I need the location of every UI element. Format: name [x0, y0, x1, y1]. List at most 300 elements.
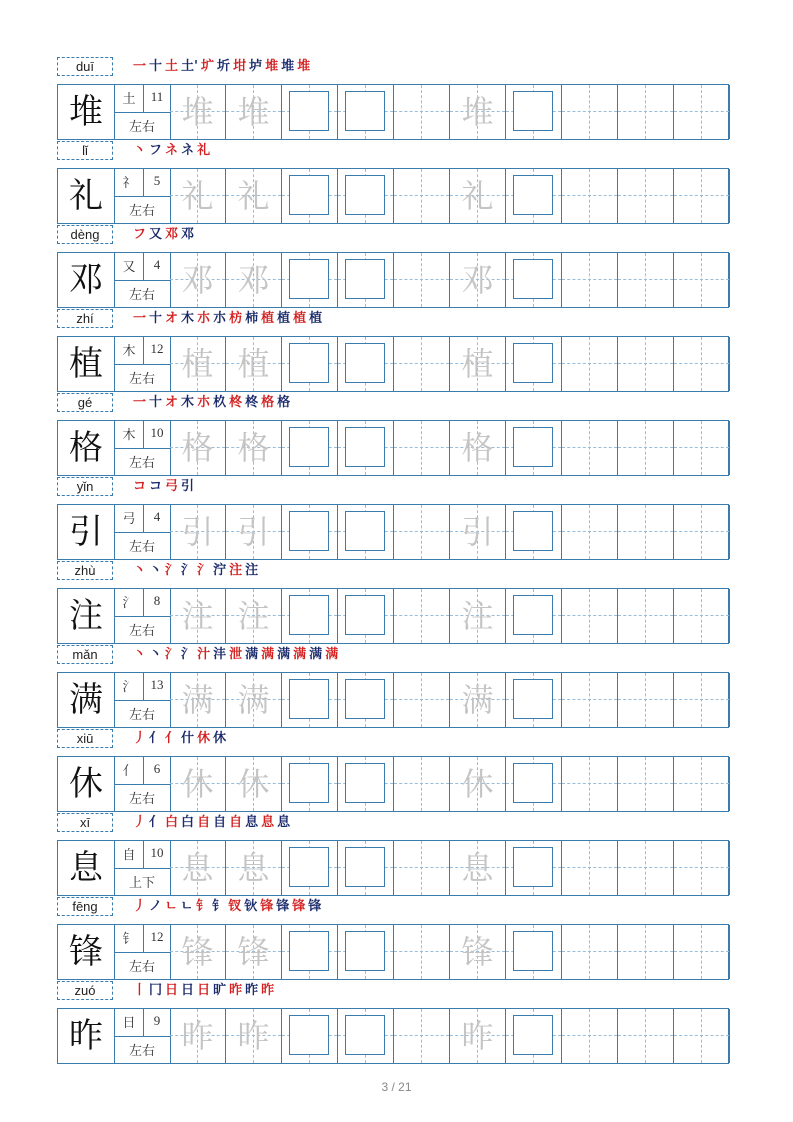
practice-cell[interactable]	[674, 757, 730, 811]
box-cell[interactable]	[506, 337, 562, 391]
box-cell[interactable]	[506, 505, 562, 559]
stroke-step: 锋	[260, 899, 274, 914]
box-cell[interactable]	[338, 841, 394, 895]
practice-cell[interactable]	[562, 1009, 618, 1063]
model-character: 息	[58, 841, 115, 895]
radical: 土	[122, 92, 136, 107]
practice-cell[interactable]	[394, 505, 450, 559]
write-box[interactable]	[513, 763, 553, 803]
trace-cell	[450, 841, 506, 895]
box-cell[interactable]	[338, 1009, 394, 1063]
practice-cell[interactable]	[674, 337, 730, 391]
box-cell[interactable]	[282, 337, 338, 391]
stroke-step: 丿	[133, 899, 147, 914]
trace-character: 植	[181, 345, 214, 383]
box-cell[interactable]	[506, 925, 562, 979]
practice-cell[interactable]	[562, 841, 618, 895]
stroke-step: 氵	[197, 563, 211, 578]
practice-cell[interactable]	[562, 253, 618, 307]
structure-label: 左右	[128, 624, 155, 639]
practice-cell[interactable]	[394, 757, 450, 811]
stroke-step: 坩	[233, 59, 247, 74]
character-block	[57, 981, 729, 1065]
model-character: 满	[58, 673, 115, 727]
stroke-step: 柊	[245, 395, 259, 410]
stroke-step: 丶	[133, 143, 147, 158]
box-cell[interactable]	[338, 505, 394, 559]
character-block	[57, 225, 729, 309]
practice-row	[57, 504, 729, 560]
character-block	[57, 645, 729, 729]
write-box[interactable]	[513, 427, 553, 467]
stroke-order-sequence	[133, 982, 274, 1000]
trace-character: 息	[461, 849, 494, 887]
trace-character: 格	[461, 429, 494, 467]
practice-row	[57, 672, 729, 728]
stroke-step: 氵	[181, 647, 195, 662]
stroke-step: 日	[165, 983, 179, 998]
write-box[interactable]	[513, 91, 553, 131]
character-info	[114, 421, 171, 475]
practice-cell[interactable]	[618, 757, 674, 811]
box-cell[interactable]	[338, 85, 394, 139]
trace-cell	[170, 421, 226, 475]
practice-cell[interactable]	[562, 589, 618, 643]
trace-cell	[450, 505, 506, 559]
trace-cell	[226, 253, 282, 307]
practice-cell[interactable]	[674, 253, 730, 307]
write-box[interactable]	[345, 679, 385, 719]
trace-cell	[450, 421, 506, 475]
write-box[interactable]	[345, 1015, 385, 1055]
write-box[interactable]	[513, 847, 553, 887]
practice-cell[interactable]	[674, 1009, 730, 1063]
stroke-step: 息	[245, 815, 259, 830]
practice-cell[interactable]	[562, 925, 618, 979]
trace-cell	[226, 589, 282, 643]
trace-character: 邓	[461, 261, 494, 299]
practice-cell[interactable]	[674, 925, 730, 979]
stroke-step: 堆	[265, 59, 279, 74]
trace-cell	[226, 169, 282, 223]
stroke-step: 邓	[165, 227, 179, 242]
stroke-step: 冂	[149, 983, 163, 998]
box-cell[interactable]	[282, 253, 338, 307]
radical: 礻	[122, 176, 136, 191]
box-cell[interactable]	[506, 421, 562, 475]
stroke-step: 十	[149, 311, 163, 326]
trace-character: 满	[461, 681, 494, 719]
write-box[interactable]	[345, 175, 385, 215]
trace-cell	[450, 253, 506, 307]
box-cell[interactable]	[506, 85, 562, 139]
trace-character: 礼	[461, 177, 494, 215]
stroke-order-sequence	[133, 394, 290, 412]
radical: 日	[122, 1016, 136, 1031]
box-cell[interactable]	[338, 925, 394, 979]
character-info	[114, 85, 171, 139]
write-box[interactable]	[289, 763, 329, 803]
stroke-step: 白	[181, 815, 195, 830]
stroke-order-sequence	[133, 142, 210, 160]
write-box[interactable]	[345, 343, 385, 383]
stroke-step: オ	[165, 395, 179, 410]
practice-cell[interactable]	[618, 589, 674, 643]
box-cell[interactable]	[338, 169, 394, 223]
stroke-step: ネ	[165, 143, 179, 158]
trace-character: 引	[237, 513, 270, 551]
trace-cell	[450, 337, 506, 391]
practice-cell[interactable]	[562, 85, 618, 139]
pinyin-label: zhù	[57, 561, 113, 580]
radical: 又	[122, 260, 136, 275]
write-box[interactable]	[513, 175, 553, 215]
box-cell[interactable]	[282, 589, 338, 643]
practice-cell[interactable]	[394, 421, 450, 475]
practice-cell[interactable]	[674, 841, 730, 895]
model-character: 昨	[58, 1009, 115, 1063]
practice-cell[interactable]	[562, 337, 618, 391]
structure-label: 左右	[128, 540, 155, 555]
pinyin-label: lǐ	[57, 141, 113, 160]
stroke-step: 一	[133, 59, 147, 74]
practice-row	[57, 1008, 729, 1064]
practice-row	[57, 756, 729, 812]
box-cell[interactable]	[506, 169, 562, 223]
pinyin-label: mǎn	[57, 645, 113, 664]
write-box[interactable]	[289, 175, 329, 215]
write-box[interactable]	[345, 595, 385, 635]
write-box[interactable]	[289, 427, 329, 467]
stroke-step: 沣	[213, 647, 227, 662]
write-box[interactable]	[513, 259, 553, 299]
practice-cell[interactable]	[674, 589, 730, 643]
stroke-count: 12	[150, 929, 164, 944]
trace-cell	[170, 841, 226, 895]
practice-cell[interactable]	[562, 421, 618, 475]
stroke-step: 杦	[213, 395, 227, 410]
practice-cell[interactable]	[394, 1009, 450, 1063]
stroke-step: 丶	[133, 647, 147, 662]
trace-character: 堆	[237, 93, 270, 131]
write-box[interactable]	[289, 931, 329, 971]
box-cell[interactable]	[506, 757, 562, 811]
pinyin-label: yǐn	[57, 477, 113, 496]
box-cell[interactable]	[282, 421, 338, 475]
pinyin-label: xī	[57, 813, 113, 832]
practice-cell[interactable]	[618, 841, 674, 895]
stroke-step: 昨	[229, 983, 243, 998]
stroke-step: 汁	[197, 647, 211, 662]
box-cell[interactable]	[338, 589, 394, 643]
box-cell[interactable]	[282, 1009, 338, 1063]
stroke-step: 满	[325, 647, 339, 662]
stroke-step: 泞	[213, 563, 227, 578]
stroke-step: ㄴ	[165, 899, 178, 914]
stroke-count: 12	[150, 341, 164, 356]
box-cell[interactable]	[282, 85, 338, 139]
stroke-step: 圹	[201, 59, 215, 74]
stroke-step: 氵	[165, 563, 179, 578]
stroke-order-sequence	[133, 310, 322, 328]
write-box[interactable]	[513, 511, 553, 551]
practice-cell[interactable]	[394, 253, 450, 307]
write-box[interactable]	[289, 343, 329, 383]
stroke-step: 亻	[165, 731, 179, 746]
practice-row	[57, 924, 729, 980]
practice-cell[interactable]	[394, 337, 450, 391]
stroke-step: 植	[261, 311, 275, 326]
trace-cell	[170, 589, 226, 643]
practice-row	[57, 420, 729, 476]
box-cell[interactable]	[338, 757, 394, 811]
write-box[interactable]	[289, 847, 329, 887]
character-block	[57, 813, 729, 897]
trace-cell	[170, 337, 226, 391]
stroke-step: 白	[165, 815, 179, 830]
practice-cell[interactable]	[394, 841, 450, 895]
write-box[interactable]	[513, 931, 553, 971]
practice-cell[interactable]	[618, 673, 674, 727]
radical: 氵	[122, 680, 136, 695]
trace-cell	[170, 85, 226, 139]
trace-cell	[226, 85, 282, 139]
practice-cell[interactable]	[394, 169, 450, 223]
stroke-step: ノ	[149, 899, 163, 914]
box-cell[interactable]	[338, 421, 394, 475]
practice-row	[57, 336, 729, 392]
trace-cell	[450, 85, 506, 139]
stroke-order-sequence	[133, 646, 338, 664]
trace-cell	[226, 673, 282, 727]
practice-cell[interactable]	[562, 673, 618, 727]
model-character: 引	[58, 505, 115, 559]
practice-cell[interactable]	[674, 169, 730, 223]
write-box[interactable]	[289, 511, 329, 551]
stroke-step: フ	[149, 143, 163, 158]
stroke-step: 自	[213, 815, 227, 830]
radical: 弓	[122, 512, 136, 527]
practice-cell[interactable]	[674, 505, 730, 559]
box-cell[interactable]	[282, 169, 338, 223]
practice-cell[interactable]	[618, 1009, 674, 1063]
trace-character: 息	[237, 849, 270, 887]
write-box[interactable]	[345, 763, 385, 803]
write-box[interactable]	[513, 343, 553, 383]
stroke-step: 钗	[228, 899, 242, 914]
trace-character: 满	[237, 681, 270, 719]
structure-label: 左右	[128, 120, 155, 135]
trace-character: 植	[461, 345, 494, 383]
stroke-step: 满	[261, 647, 275, 662]
write-box[interactable]	[345, 91, 385, 131]
stroke-step: 一	[133, 395, 147, 410]
stroke-step: 礼	[197, 143, 211, 158]
box-cell[interactable]	[282, 841, 338, 895]
page-number: 3 / 21	[381, 1080, 412, 1094]
stroke-step: 锋	[308, 899, 322, 914]
trace-character: 锋	[461, 933, 494, 971]
character-info	[114, 253, 171, 307]
structure-label: 左右	[128, 1044, 155, 1059]
write-box[interactable]	[289, 91, 329, 131]
trace-cell	[226, 1009, 282, 1063]
practice-cell[interactable]	[394, 925, 450, 979]
pinyin-label: zhí	[57, 309, 113, 328]
write-box[interactable]	[289, 679, 329, 719]
practice-cell[interactable]	[674, 673, 730, 727]
stroke-step: 垆	[249, 59, 263, 74]
write-box[interactable]	[289, 259, 329, 299]
stroke-step: コ	[133, 479, 147, 494]
stroke-step: 亻	[149, 731, 163, 746]
practice-cell[interactable]	[394, 85, 450, 139]
write-box[interactable]	[345, 511, 385, 551]
model-character: 堆	[58, 85, 115, 139]
trace-cell	[226, 337, 282, 391]
character-block	[57, 309, 729, 393]
stroke-step: 丶	[149, 647, 163, 662]
stroke-step: ネ	[181, 143, 195, 158]
stroke-step: 钅	[212, 899, 226, 914]
write-box[interactable]	[513, 1015, 553, 1055]
practice-cell[interactable]	[618, 169, 674, 223]
trace-cell	[170, 505, 226, 559]
box-cell[interactable]	[506, 841, 562, 895]
structure-label: 左右	[128, 288, 155, 303]
character-block	[57, 477, 729, 561]
box-cell[interactable]	[338, 673, 394, 727]
stroke-step: 十	[149, 59, 163, 74]
stroke-step: 泄	[229, 647, 243, 662]
character-block	[57, 393, 729, 477]
stroke-step: 钬	[244, 899, 258, 914]
stroke-count: 6	[153, 761, 161, 776]
box-cell[interactable]	[282, 673, 338, 727]
box-cell[interactable]	[282, 505, 338, 559]
practice-cell[interactable]	[674, 85, 730, 139]
character-block	[57, 729, 729, 813]
trace-character: 休	[181, 765, 214, 803]
trace-cell	[226, 505, 282, 559]
stroke-step: 氵	[181, 563, 195, 578]
practice-cell[interactable]	[618, 505, 674, 559]
character-info	[114, 505, 171, 559]
box-cell[interactable]	[506, 673, 562, 727]
radical: 氵	[122, 596, 136, 611]
practice-cell[interactable]	[562, 169, 618, 223]
box-cell[interactable]	[338, 253, 394, 307]
stroke-step: オ	[165, 311, 179, 326]
model-character: 礼	[58, 169, 115, 223]
character-info	[114, 1009, 171, 1063]
model-character: 邓	[58, 253, 115, 307]
stroke-step: 格	[261, 395, 275, 410]
structure-label: 左右	[128, 372, 155, 387]
practice-cell[interactable]	[394, 589, 450, 643]
trace-character: 引	[461, 513, 494, 551]
box-cell[interactable]	[506, 253, 562, 307]
trace-cell	[226, 841, 282, 895]
character-block	[57, 57, 729, 141]
stroke-step: 邓	[181, 227, 195, 242]
practice-cell[interactable]	[618, 253, 674, 307]
character-info	[114, 169, 171, 223]
box-cell[interactable]	[338, 337, 394, 391]
trace-character: 堆	[181, 93, 214, 131]
structure-label: 左右	[128, 792, 155, 807]
stroke-step: 圻	[217, 59, 231, 74]
practice-cell[interactable]	[618, 421, 674, 475]
practice-cell[interactable]	[562, 757, 618, 811]
write-box[interactable]	[513, 679, 553, 719]
stroke-step: 又	[149, 227, 163, 242]
stroke-step: コ	[149, 479, 163, 494]
stroke-step: ㄴ	[180, 899, 194, 914]
stroke-count: 10	[150, 425, 164, 440]
trace-character: 引	[181, 513, 214, 551]
stroke-step: 柊	[229, 395, 243, 410]
stroke-order-sequence	[133, 814, 290, 832]
box-cell[interactable]	[282, 757, 338, 811]
write-box[interactable]	[513, 595, 553, 635]
practice-cell[interactable]	[618, 337, 674, 391]
practice-cell[interactable]	[618, 85, 674, 139]
stroke-count: 8	[153, 593, 161, 608]
write-box[interactable]	[345, 427, 385, 467]
stroke-count: 10	[150, 845, 164, 860]
stroke-step: 满	[277, 647, 291, 662]
box-cell[interactable]	[282, 925, 338, 979]
stroke-step: 丶	[149, 563, 163, 578]
practice-cell[interactable]	[562, 505, 618, 559]
practice-cell[interactable]	[618, 925, 674, 979]
practice-cell[interactable]	[394, 673, 450, 727]
box-cell[interactable]	[506, 1009, 562, 1063]
write-box[interactable]	[345, 847, 385, 887]
trace-cell	[450, 925, 506, 979]
write-box[interactable]	[289, 595, 329, 635]
character-info	[114, 757, 171, 811]
trace-character: 礼	[237, 177, 270, 215]
model-character: 注	[58, 589, 115, 643]
stroke-step: 丿	[133, 731, 147, 746]
trace-character: 注	[237, 597, 270, 635]
write-box[interactable]	[345, 259, 385, 299]
stroke-count: 11	[150, 89, 164, 104]
write-box[interactable]	[289, 1015, 329, 1055]
write-box[interactable]	[345, 931, 385, 971]
trace-cell	[226, 757, 282, 811]
pinyin-label: duī	[57, 57, 113, 76]
trace-character: 注	[461, 597, 494, 635]
trace-cell	[450, 1009, 506, 1063]
model-character: 格	[58, 421, 115, 475]
trace-character: 礼	[181, 177, 214, 215]
stroke-step: 植	[277, 311, 291, 326]
stroke-step: 土'	[181, 59, 199, 74]
box-cell[interactable]	[506, 589, 562, 643]
stroke-step: 息	[261, 815, 275, 830]
character-block	[57, 141, 729, 225]
stroke-step: 旷	[213, 983, 227, 998]
trace-cell	[450, 589, 506, 643]
stroke-step: 堆	[281, 59, 295, 74]
stroke-step: 满	[309, 647, 323, 662]
stroke-count: 4	[153, 257, 161, 272]
stroke-order-sequence	[133, 226, 194, 244]
practice-cell[interactable]	[674, 421, 730, 475]
